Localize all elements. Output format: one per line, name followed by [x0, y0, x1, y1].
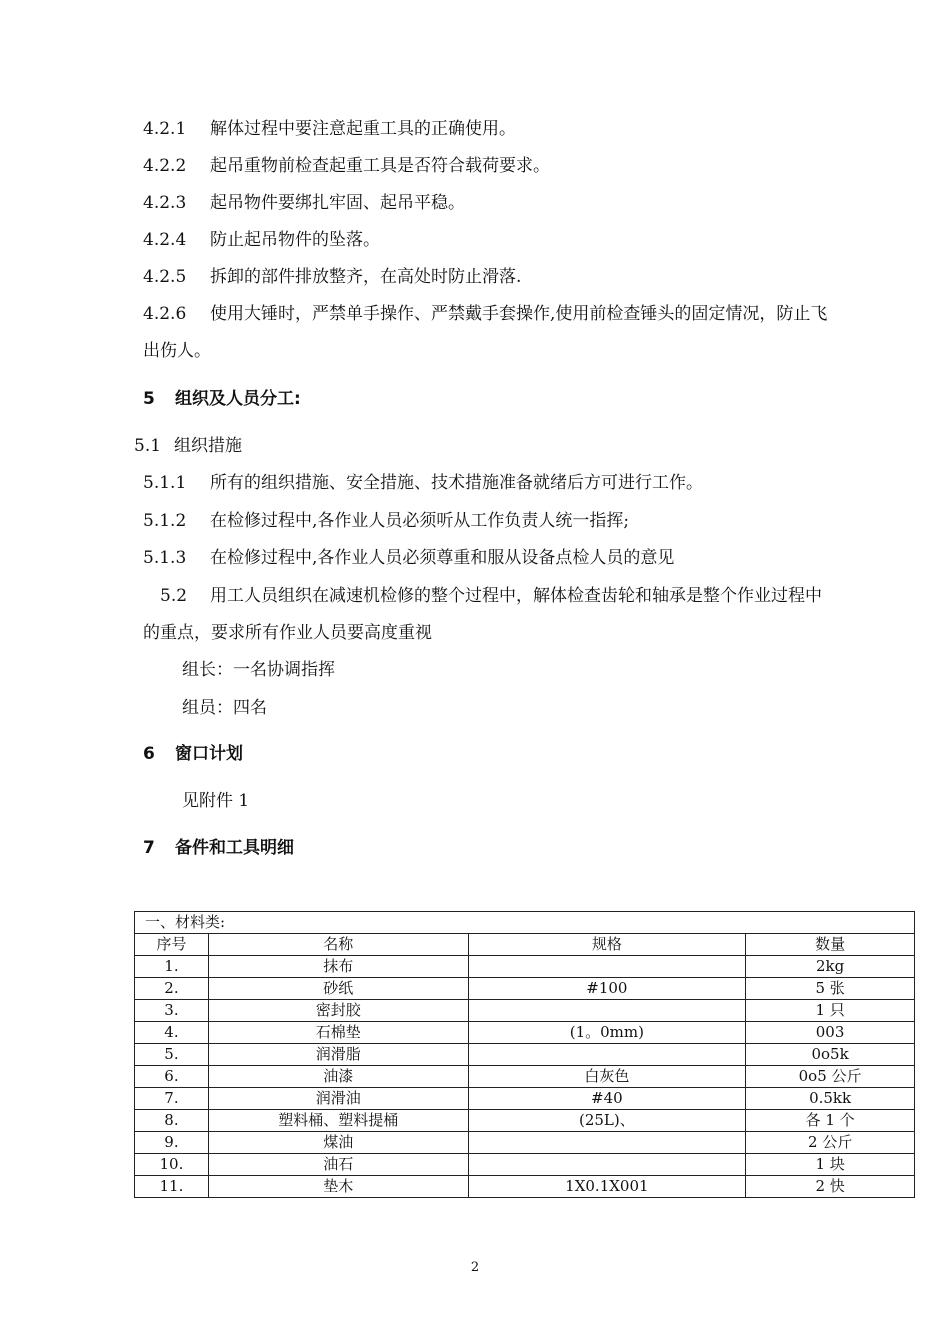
item-number: 4.2.5 — [143, 267, 187, 287]
section-title: 组织及人员分工: — [175, 389, 301, 409]
cell-spec — [468, 1000, 746, 1022]
item-number: 5.1.3 — [143, 548, 187, 568]
cell-index: 7. — [135, 1088, 209, 1110]
table-caption-row — [135, 912, 915, 934]
table-row — [135, 1088, 915, 1110]
item-number: 4.2.4 — [143, 230, 187, 250]
cell-name: 润滑脂 — [208, 1044, 468, 1066]
item-4-2-1 — [143, 118, 516, 140]
table-row — [135, 978, 915, 1000]
cell-name: 石棉垫 — [208, 1022, 468, 1044]
header-quantity: 数量 — [746, 934, 915, 956]
cell-spec: #100 — [468, 978, 746, 1000]
item-number: 5.2 — [160, 586, 188, 606]
item-number: 4.2.2 — [143, 156, 187, 176]
section-number: 7 — [143, 838, 155, 858]
cell-quantity: 0o5 公斤 — [746, 1066, 915, 1088]
cell-name: 油漆 — [208, 1066, 468, 1088]
item-4-2-5 — [143, 266, 521, 288]
cell-spec — [468, 956, 746, 978]
table-header-row — [135, 934, 915, 956]
subsection-title: 组织措施 — [174, 436, 242, 456]
section-heading-6 — [143, 743, 243, 765]
cell-name: 砂纸 — [208, 978, 468, 1000]
item-number: 4.2.3 — [143, 193, 187, 213]
item-5-1-2 — [143, 510, 629, 532]
item-4-2-2 — [143, 155, 550, 177]
cell-quantity: 0o5k — [746, 1044, 915, 1066]
table-row — [135, 1066, 915, 1088]
section-heading-7 — [143, 837, 294, 859]
item-5-1-1 — [143, 472, 703, 494]
item-text: 拆卸的部件排放整齐，在高处时防止滑落. — [210, 267, 522, 287]
cell-spec: (1。0mm) — [468, 1022, 746, 1044]
table-row — [135, 1022, 915, 1044]
cell-name: 塑料桶、塑料提桶 — [208, 1110, 468, 1132]
cell-index: 3. — [135, 1000, 209, 1022]
cell-spec: #40 — [468, 1088, 746, 1110]
cell-index: 4. — [135, 1022, 209, 1044]
item-text: 解体过程中要注意起重工具的正确使用。 — [210, 119, 516, 139]
section-heading-5 — [143, 388, 301, 410]
cell-name: 密封胶 — [208, 1000, 468, 1022]
section-title: 备件和工具明细 — [175, 838, 294, 858]
item-text: 起吊物件要绑扎牢固、起吊平稳。 — [210, 193, 465, 213]
item-number: 4.2.6 — [143, 304, 187, 324]
cell-quantity: 003 — [746, 1022, 915, 1044]
item-text: 使用大锤时，严禁单手操作、严禁戴手套操作,使用前检查锤头的固定情况，防止飞 — [210, 304, 828, 324]
cell-spec — [468, 1044, 746, 1066]
cell-quantity: 2 公斤 — [746, 1132, 915, 1154]
cell-quantity: 各 1 个 — [746, 1110, 915, 1132]
table-row — [135, 1132, 915, 1154]
item-4-2-4 — [143, 229, 380, 251]
item-text: 防止起吊物件的坠落。 — [210, 230, 380, 250]
materials-table — [134, 911, 915, 1198]
cell-spec: (25L)、 — [468, 1110, 746, 1132]
cell-name: 抹布 — [208, 956, 468, 978]
cell-spec — [468, 1154, 746, 1176]
item-number: 5.1.1 — [143, 473, 187, 493]
item-5-1-3 — [143, 547, 674, 569]
cell-name: 垫木 — [208, 1176, 468, 1198]
item-5-2 — [160, 585, 822, 607]
attachment-reference: 见附件 1 — [182, 791, 250, 811]
header-spec: 规格 — [468, 934, 746, 956]
cell-quantity: 1 只 — [746, 1000, 915, 1022]
cell-spec: 1X0.1X001 — [468, 1176, 746, 1198]
header-index: 序号 — [135, 934, 209, 956]
page-number: 2 — [470, 1260, 480, 1275]
cell-quantity: 2 快 — [746, 1176, 915, 1198]
cell-name: 煤油 — [208, 1132, 468, 1154]
item-text: 用工人员组织在减速机检修的整个过程中，解体检查齿轮和轴承是整个作业过程中 — [210, 586, 822, 606]
cell-index: 6. — [135, 1066, 209, 1088]
table-row — [135, 1044, 915, 1066]
item-4-2-6 — [143, 303, 827, 325]
item-text: 起吊重物前检查起重工具是否符合载荷要求。 — [210, 156, 550, 176]
item-5-2-continued: 的重点，要求所有作业人员要高度重视 — [143, 623, 432, 643]
cell-quantity: 1 块 — [746, 1154, 915, 1176]
subsection-number: 5.1 — [134, 436, 162, 456]
cell-index: 5. — [135, 1044, 209, 1066]
cell-index: 11. — [135, 1176, 209, 1198]
item-number: 5.1.2 — [143, 511, 187, 531]
cell-index: 2. — [135, 978, 209, 1000]
cell-quantity: 0.5kk — [746, 1088, 915, 1110]
cell-index: 9. — [135, 1132, 209, 1154]
table-caption: 一、材料类: — [135, 912, 915, 934]
section-title: 窗口计划 — [175, 744, 243, 764]
section-number: 5 — [143, 389, 155, 409]
section-number: 6 — [143, 744, 155, 764]
item-4-2-3 — [143, 192, 465, 214]
table-row — [135, 1176, 915, 1198]
cell-name: 油石 — [208, 1154, 468, 1176]
table-row — [135, 956, 915, 978]
cell-name: 润滑油 — [208, 1088, 468, 1110]
item-text: 所有的组织措施、安全措施、技术措施准备就绪后方可进行工作。 — [210, 473, 703, 493]
cell-index: 10. — [135, 1154, 209, 1176]
cell-index: 1. — [135, 956, 209, 978]
table-row — [135, 1110, 915, 1132]
cell-quantity: 2kg — [746, 956, 915, 978]
subsection-heading-5-1 — [134, 435, 242, 457]
item-4-2-6-continued: 出伤人。 — [143, 341, 211, 361]
item-number: 4.2.1 — [143, 119, 187, 139]
item-text: 在检修过程中,各作业人员必须听从工作负责人统一指挥; — [210, 511, 630, 531]
table-row — [135, 1000, 915, 1022]
cell-spec: 白灰色 — [468, 1066, 746, 1088]
cell-index: 8. — [135, 1110, 209, 1132]
members-line: 组员：四名 — [182, 698, 267, 718]
leader-line: 组长：一名协调指挥 — [182, 660, 335, 680]
table-row — [135, 1154, 915, 1176]
cell-quantity: 5 张 — [746, 978, 915, 1000]
item-text: 在检修过程中,各作业人员必须尊重和服从设备点检人员的意见 — [210, 548, 675, 568]
cell-spec — [468, 1132, 746, 1154]
header-name: 名称 — [208, 934, 468, 956]
